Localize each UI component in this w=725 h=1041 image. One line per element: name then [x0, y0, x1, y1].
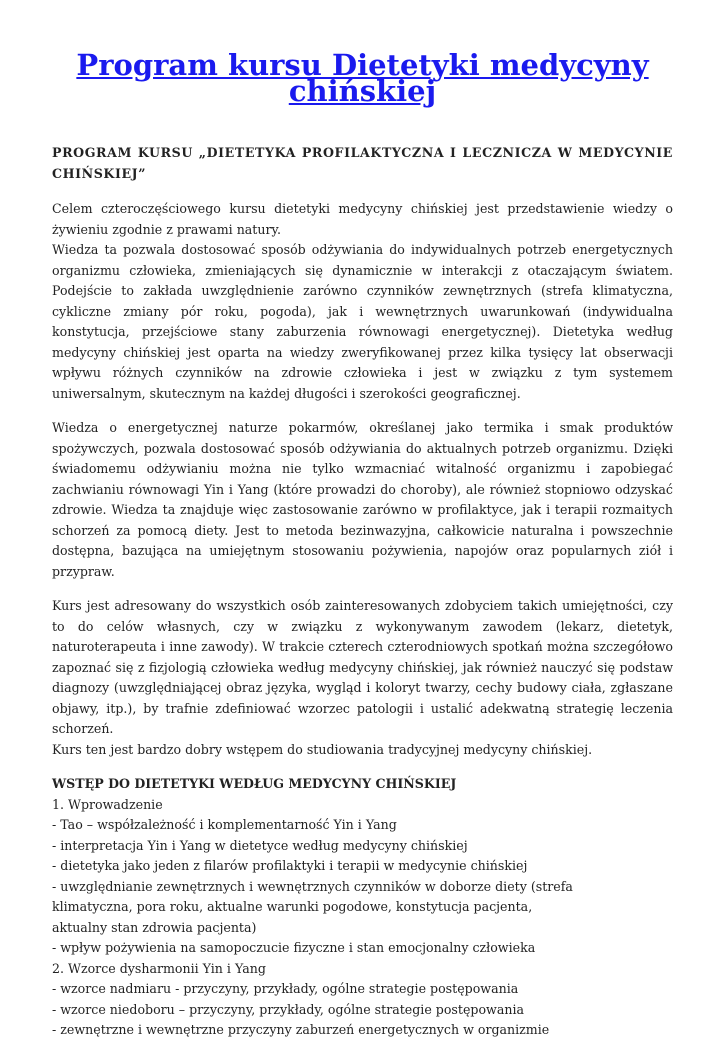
summary-paragraph: Kurs ten jest bardzo dobry wstępem do studiowania tradycyjnej medycyny chińskiej. — [52, 741, 593, 757]
knowledge-paragraph: Wiedza ta pozwala dostosować sposób odżywiania do indywidualnych potrzeb energetycznych organizmu człowieka, zmieniających się dynamicznie w interakcji z otaczającym światem. Podejście to zakłada uwzględnienie zarówno czynników zewnętrznych (strefa klimatyczna, cykliczne zmiany pór roku, pogoda), jak i wewnętrznych uwarunkowań (indywidualna konstytucja, przejściowe stany zaburzenia równowagi energetycznej). Dietetyka według medycyny chińskiej jest oparta na wiedzy zweryfikowanej przez kilka tysięcy lat obserwacji wpływu różnych czynników na zdrowie człowieka i jest w związku z tym systemem uniwersalnym, skutecznym na każdej długości i szerokości geograficznej. — [52, 242, 673, 401]
section-title: WSTĘP DO DIETETYKI WEDŁUG MEDYCYNY CHIŃSKIEJ — [52, 776, 457, 791]
list-item: - wzorce nadmiaru - przyczyny, przykłady, ogólne strategie postępowania — [52, 981, 519, 996]
intro-paragraph: Celem czteroczęściowego kursu dietetyki medycyny chińskiej jest przedstawienie wiedzy o żywieniu zgodnie z prawami natury. — [52, 201, 673, 237]
energy-paragraph: Wiedza o energetycznej naturze pokarmów, określanej jako termika i smak produktów spożywczych, pozwala dostosować sposób odżywiania do aktualnych potrzeb organizmu. Dzięki świadomemu odżywianiu można nie tylko wzmacniać witalność organizmu i zapobiegać zachwianiu równowagi Yin i Yang (które prowadzi do choroby), ale również stopniowo odzyskać zdrowie. Wiedza ta znajduje więc zastosowanie zarówno w profilaktyce, jak i terapii rozmaitych schorzeń za pomocą diety. Jest to metoda bezinwazyjna, całkowicie naturalna i powszechnie dostępna, bazująca na umiejętnym stosowaniu pożywienia, napojów oraz popularnych ziół i przypraw. — [52, 420, 673, 579]
list-item: aktualny stan zdrowia pacjenta) — [52, 919, 257, 935]
list-item: 1. Wprowadzenie — [52, 796, 163, 812]
list-item: - wpływ pożywienia na samopoczucie fizyczne i stan emocjonalny człowieka — [52, 940, 536, 955]
list-item: 2. Wzorce dysharmonii Yin i Yang — [52, 960, 266, 976]
list-item: - Tao – współzależność i komplementarność Yin i Yang — [52, 817, 397, 832]
program-heading: PROGRAM KURSU „DIETETYKA PROFILAKTYCZNA I LECZNICZA W MEDYCYNIE CHIŃSKIEJ” — [52, 145, 673, 181]
list-item: klimatyczna, pora roku, aktualne warunki pogodowe, konstytucja pacjenta, — [52, 899, 533, 914]
audience-paragraph: Kurs jest adresowany do wszystkich osób zainteresowanych zdobyciem takich umiejętności, czy to do celów własnych, czy w związku z wykonywanym zawodem (lekarz, dietetyk, naturoterapeuta i inne zawody). W trakcie czterech czterodniowych spotkań można szczegółowo zapoznać się z fizjologią człowieka według medycyny chińskiej, jak również nauczyć się podstaw diagnozy (uwzględniającej obraz języka, wygląd i koloryt twarzy, cechy budowy ciała, zgłaszane objawy, itp.), by trafnie zdefiniować wzorzec patologii i ustalić adekwatną strategię leczenia schorzeń. — [52, 598, 673, 736]
list-item: - wzorce niedoboru – przyczyny, przykłady, ogólne strategie postępowania — [52, 1001, 524, 1017]
list-item: - interpretacja Yin i Yang w dietetyce według medycyny chińskiej — [52, 837, 468, 853]
list-item: - uwzględnianie zewnętrznych i wewnętrznych czynników w doborze diety (strefa — [52, 878, 573, 894]
section-list — [52, 795, 673, 1041]
list-item: - dietetyka jako jeden z filarów profilaktyki i terapii w medycynie chińskiej — [52, 858, 528, 873]
list-item: - zewnętrzne i wewnętrzne przyczyny zaburzeń energetycznych w organizmie — [52, 1022, 550, 1037]
page-title — [52, 0, 673, 108]
title-link[interactable]: Program kursu Dietetyki medycyny chińskiej — [76, 48, 649, 108]
